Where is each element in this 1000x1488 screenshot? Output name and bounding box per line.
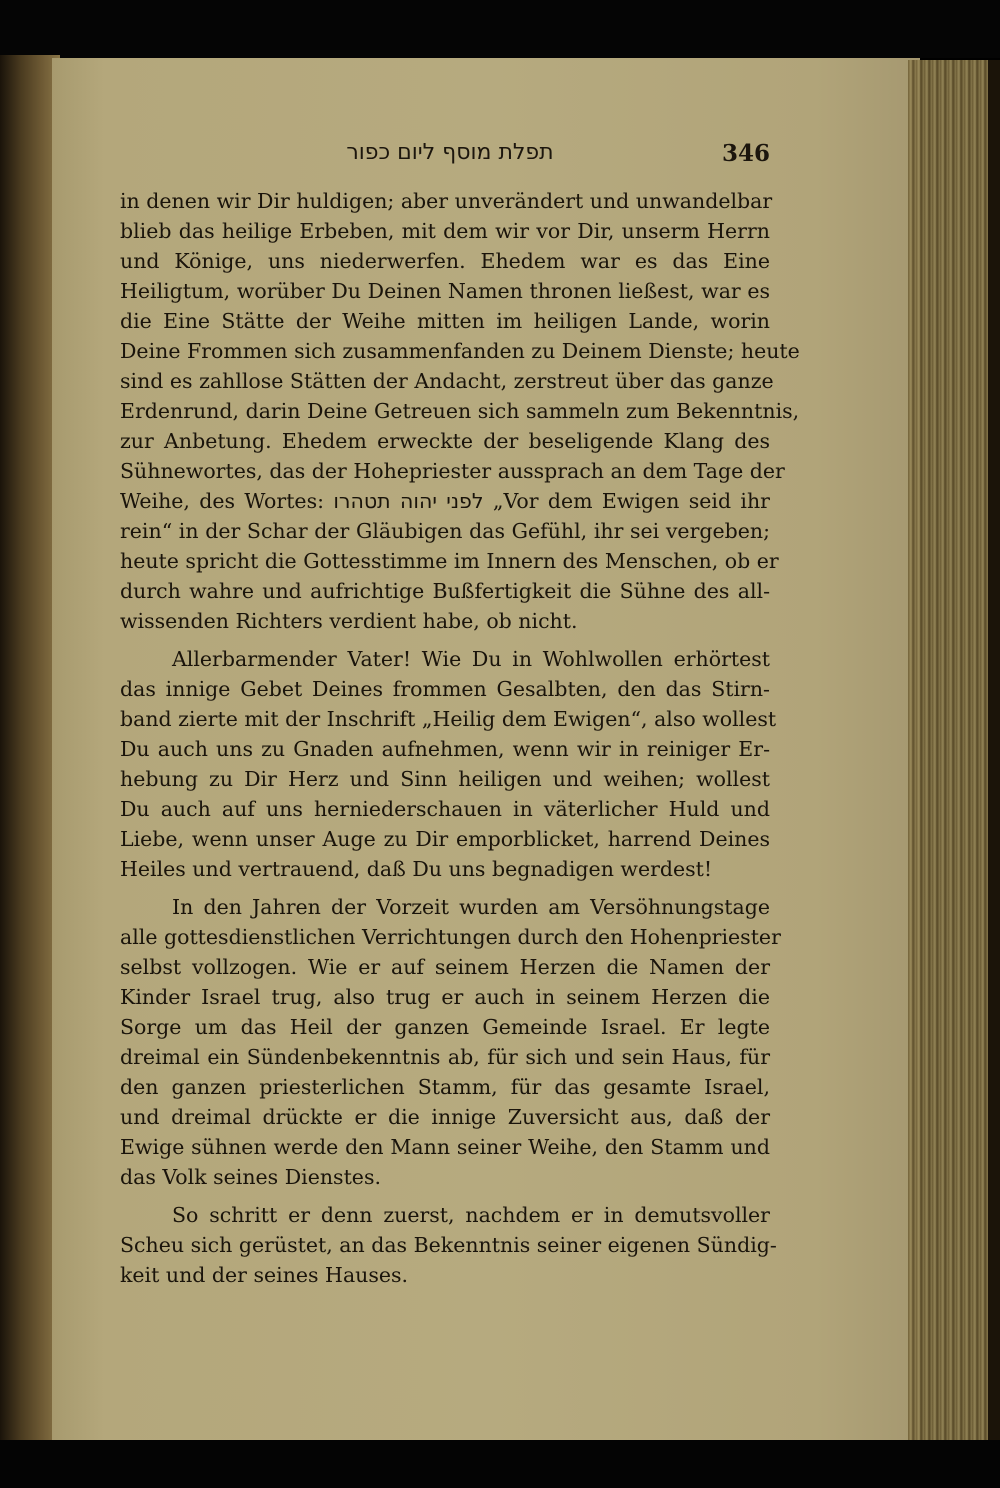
text-line-with-hebrew: [120, 486, 770, 516]
book-edge-shadow: [988, 60, 1000, 1440]
text-segment: Weihe, des Wortes:: [120, 489, 334, 513]
paragraph-2: [120, 644, 777, 884]
text-line: rein“ in der Schar der Gläubigen das Gefühl, ihr sei vergeben;: [120, 519, 770, 543]
text-line: durch wahre und aufrichtige Bußfertigkeit die Sühne des all-: [120, 579, 770, 603]
body-text: [120, 186, 800, 1290]
text-line: Heiles und vertrauend, daß Du uns begnadigen werdest!: [120, 857, 713, 881]
text-line: Scheu sich gerüstet, an das Bekenntnis seiner eigenen Sündig-: [120, 1233, 777, 1257]
text-line: Heiligtum, worüber Du Deinen Namen thronen ließest, war es: [120, 279, 770, 303]
text-line: Sorge um das Heil der ganzen Gemeinde Israel. Er legte: [120, 1015, 770, 1039]
text-line: in denen wir Dir huldigen; aber unverändert und unwandelbar: [120, 189, 773, 213]
running-header-hebrew: תפלת מוסף ליום כפור: [346, 140, 554, 165]
text-line: Deine Frommen sich zusammenfanden zu Deinem Dienste; heute: [120, 339, 800, 363]
text-line: keit und der seines Hauses.: [120, 1263, 409, 1287]
scan-border-top: [0, 0, 1000, 58]
page-stack-edge: [908, 60, 988, 1440]
text-line: So schritt er denn zuerst, nachdem er in demutsvoller: [172, 1203, 770, 1227]
text-line: heute spricht die Gottesstimme im Innern des Menschen, ob er: [120, 549, 779, 573]
text-line: wissenden Richters verdient habe, ob nicht.: [120, 609, 578, 633]
page-number: 346: [721, 140, 770, 167]
text-line: den ganzen priesterlichen Stamm, für das gesamte Israel,: [120, 1075, 770, 1099]
text-line: Sühnewortes, das der Hohepriester aussprach an dem Tage der: [120, 459, 785, 483]
text-line: dreimal ein Sündenbekenntnis ab, für sich und sein Haus, für: [120, 1045, 770, 1069]
text-line: alle gottesdienstlichen Verrichtungen durch den Hohenpriester: [120, 925, 781, 949]
text-line: Liebe, wenn unser Auge zu Dir emporblicket, harrend Deines: [120, 827, 770, 851]
text-line: und dreimal drückte er die innige Zuversicht aus, daß der: [120, 1105, 770, 1129]
text-line: das Volk seines Dienstes.: [120, 1165, 381, 1189]
paragraph-3: [120, 892, 781, 1192]
text-line: In den Jahren der Vorzeit wurden am Versöhnungstage: [172, 895, 770, 919]
text-line: sind es zahllose Stätten der Andacht, zerstreut über das ganze: [120, 369, 774, 393]
text-line: Kinder Israel trug, also trug er auch in seinem Herzen die: [120, 985, 770, 1009]
hebrew-quote: לפני יהוה תטהרו: [333, 489, 484, 513]
text-line: band zierte mit der Inschrift „Heilig dem Ewigen“, also wollest: [120, 707, 777, 731]
text-line: Ewige sühnen werde den Mann seiner Weihe, den Stamm und: [120, 1135, 770, 1159]
text-segment: „Vor dem Ewigen seid ihr: [483, 489, 770, 513]
text-line: blieb das heilige Erbeben, mit dem wir vor Dir, unserm Herrn: [120, 219, 770, 243]
text-line: und Könige, uns niederwerfen. Ehedem war es das Eine: [120, 249, 770, 273]
book-gutter-left: [0, 55, 60, 1445]
scan-border-bottom: [0, 1440, 1000, 1488]
text-line: zur Anbetung. Ehedem erweckte der beseligende Klang des: [120, 429, 770, 453]
text-line: Du auch auf uns herniederschauen in väterlicher Huld und: [120, 797, 770, 821]
text-line: Du auch uns zu Gnaden aufnehmen, wenn wir in reiniger Er-: [120, 737, 770, 761]
text-line: selbst vollzogen. Wie er auf seinem Herzen die Namen der: [120, 955, 770, 979]
text-line: Allerbarmender Vater! Wie Du in Wohlwollen erhörtest: [172, 647, 770, 671]
text-line: hebung zu Dir Herz und Sinn heiligen und weihen; wollest: [120, 767, 770, 791]
paragraph-4: [120, 1200, 777, 1290]
paragraph-1: [120, 186, 800, 636]
text-line: die Eine Stätte der Weihe mitten im heiligen Lande, worin: [120, 309, 770, 333]
text-line: das innige Gebet Deines frommen Gesalbten, den das Stirn-: [120, 677, 770, 701]
text-line: Erdenrund, darin Deine Getreuen sich sammeln zum Bekenntnis,: [120, 399, 800, 423]
